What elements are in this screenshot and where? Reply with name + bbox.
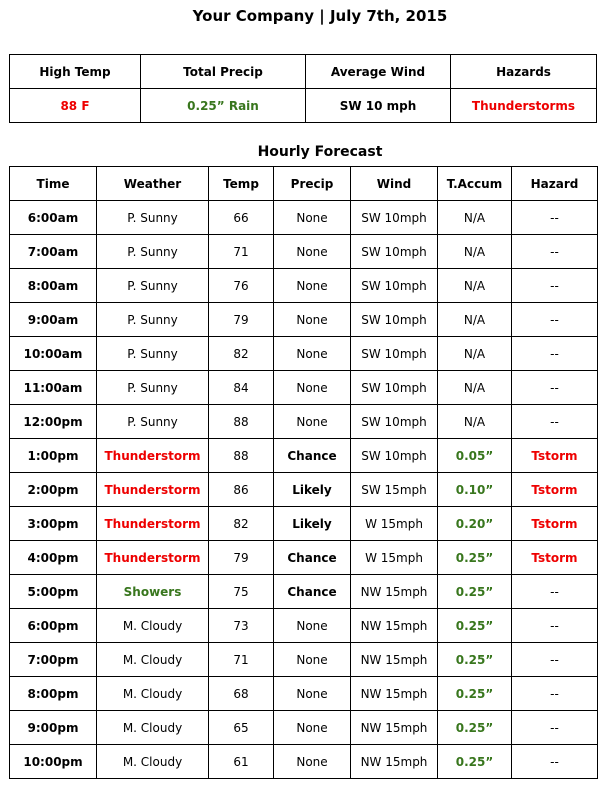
- cell-wind: SW 10mph: [351, 303, 438, 337]
- table-row: [10, 337, 598, 371]
- cell-temp: 82: [209, 337, 274, 371]
- cell-wind: SW 10mph: [351, 201, 438, 235]
- table-row: [10, 609, 598, 643]
- cell-time: 9:00am: [10, 303, 97, 337]
- cell-temp: 79: [209, 541, 274, 575]
- cell-weather: M. Cloudy: [97, 677, 209, 711]
- cell-hazard: --: [512, 609, 598, 643]
- cell-wind: SW 10mph: [351, 405, 438, 439]
- cell-precip: None: [274, 371, 351, 405]
- cell-time: 3:00pm: [10, 507, 97, 541]
- cell-time: 10:00am: [10, 337, 97, 371]
- cell-weather: Thunderstorm: [97, 439, 209, 473]
- cell-temp: 71: [209, 235, 274, 269]
- cell-wind: NW 15mph: [351, 575, 438, 609]
- cell-temp: 76: [209, 269, 274, 303]
- cell-temp: 88: [209, 405, 274, 439]
- cell-precip: Likely: [274, 473, 351, 507]
- cell-wind: NW 15mph: [351, 677, 438, 711]
- cell-wind: NW 15mph: [351, 711, 438, 745]
- cell-time: 8:00pm: [10, 677, 97, 711]
- cell-weather: M. Cloudy: [97, 643, 209, 677]
- cell-time: 7:00am: [10, 235, 97, 269]
- cell-precip: None: [274, 643, 351, 677]
- cell-weather: P. Sunny: [97, 405, 209, 439]
- cell-time: 7:00pm: [10, 643, 97, 677]
- table-row: [10, 541, 598, 575]
- cell-precip: Likely: [274, 507, 351, 541]
- summary-hazards: Thunderstorms: [451, 89, 597, 123]
- cell-weather: Thunderstorm: [97, 473, 209, 507]
- table-row: [10, 575, 598, 609]
- cell-weather: P. Sunny: [97, 201, 209, 235]
- cell-wind: SW 10mph: [351, 439, 438, 473]
- table-row: [10, 405, 598, 439]
- cell-wind: NW 15mph: [351, 609, 438, 643]
- cell-t-accum: 0.25”: [438, 711, 512, 745]
- cell-t-accum: 0.10”: [438, 473, 512, 507]
- cell-wind: SW 10mph: [351, 371, 438, 405]
- cell-t-accum: N/A: [438, 235, 512, 269]
- col-header-hazard: Hazard: [512, 167, 598, 201]
- col-header-time: Time: [10, 167, 97, 201]
- cell-precip: Chance: [274, 541, 351, 575]
- col-header-weather: Weather: [97, 167, 209, 201]
- cell-hazard: --: [512, 677, 598, 711]
- summary-table: [9, 54, 597, 123]
- hourly-forecast-table: [9, 166, 598, 779]
- cell-t-accum: 0.25”: [438, 575, 512, 609]
- table-row: [10, 507, 598, 541]
- cell-hazard: --: [512, 575, 598, 609]
- cell-precip: None: [274, 337, 351, 371]
- cell-temp: 75: [209, 575, 274, 609]
- cell-t-accum: N/A: [438, 303, 512, 337]
- table-row: [10, 745, 598, 779]
- cell-weather: Showers: [97, 575, 209, 609]
- cell-weather: P. Sunny: [97, 337, 209, 371]
- cell-precip: None: [274, 745, 351, 779]
- cell-wind: SW 10mph: [351, 337, 438, 371]
- cell-time: 10:00pm: [10, 745, 97, 779]
- cell-precip: Chance: [274, 439, 351, 473]
- cell-precip: None: [274, 269, 351, 303]
- cell-hazard: --: [512, 337, 598, 371]
- cell-t-accum: 0.25”: [438, 541, 512, 575]
- cell-t-accum: 0.25”: [438, 745, 512, 779]
- table-row: [10, 269, 598, 303]
- cell-hazard: --: [512, 201, 598, 235]
- table-row: [10, 439, 598, 473]
- cell-temp: 65: [209, 711, 274, 745]
- cell-t-accum: 0.25”: [438, 677, 512, 711]
- cell-time: 1:00pm: [10, 439, 97, 473]
- cell-weather: Thunderstorm: [97, 541, 209, 575]
- summary-header-average-wind: Average Wind: [306, 55, 451, 89]
- cell-t-accum: 0.20”: [438, 507, 512, 541]
- cell-weather: Thunderstorm: [97, 507, 209, 541]
- cell-t-accum: N/A: [438, 405, 512, 439]
- cell-temp: 68: [209, 677, 274, 711]
- table-row: [10, 643, 598, 677]
- cell-weather: M. Cloudy: [97, 745, 209, 779]
- cell-t-accum: 0.05”: [438, 439, 512, 473]
- cell-weather: P. Sunny: [97, 235, 209, 269]
- table-row: [10, 711, 598, 745]
- cell-precip: Chance: [274, 575, 351, 609]
- cell-precip: None: [274, 201, 351, 235]
- cell-wind: NW 15mph: [351, 643, 438, 677]
- page-title: Your Company | July 7th, 2015: [192, 7, 448, 25]
- table-row: [10, 303, 598, 337]
- hourly-forecast-title: Hourly Forecast: [257, 144, 383, 160]
- cell-t-accum: N/A: [438, 337, 512, 371]
- cell-t-accum: N/A: [438, 371, 512, 405]
- col-header-temp: Temp: [209, 167, 274, 201]
- cell-hazard: --: [512, 711, 598, 745]
- cell-temp: 82: [209, 507, 274, 541]
- cell-precip: None: [274, 711, 351, 745]
- cell-hazard: --: [512, 303, 598, 337]
- cell-precip: None: [274, 303, 351, 337]
- summary-total-precip: 0.25” Rain: [141, 89, 306, 123]
- cell-wind: W 15mph: [351, 541, 438, 575]
- cell-hazard: --: [512, 405, 598, 439]
- cell-wind: SW 10mph: [351, 269, 438, 303]
- cell-wind: SW 15mph: [351, 473, 438, 507]
- cell-weather: P. Sunny: [97, 303, 209, 337]
- table-row: [10, 473, 598, 507]
- col-header-precip: Precip: [274, 167, 351, 201]
- cell-hazard: Tstorm: [512, 507, 598, 541]
- cell-weather: M. Cloudy: [97, 609, 209, 643]
- cell-time: 2:00pm: [10, 473, 97, 507]
- cell-temp: 71: [209, 643, 274, 677]
- cell-time: 6:00am: [10, 201, 97, 235]
- cell-temp: 88: [209, 439, 274, 473]
- cell-temp: 79: [209, 303, 274, 337]
- cell-precip: None: [274, 677, 351, 711]
- cell-precip: None: [274, 405, 351, 439]
- cell-temp: 73: [209, 609, 274, 643]
- table-row: [10, 677, 598, 711]
- cell-hazard: --: [512, 269, 598, 303]
- summary-average-wind: SW 10 mph: [306, 89, 451, 123]
- cell-wind: NW 15mph: [351, 745, 438, 779]
- cell-hazard: --: [512, 643, 598, 677]
- summary-value-row: [10, 89, 597, 123]
- cell-temp: 86: [209, 473, 274, 507]
- cell-t-accum: N/A: [438, 269, 512, 303]
- cell-temp: 66: [209, 201, 274, 235]
- cell-precip: None: [274, 235, 351, 269]
- summary-high-temp: 88 F: [10, 89, 141, 123]
- cell-hazard: Tstorm: [512, 473, 598, 507]
- cell-time: 5:00pm: [10, 575, 97, 609]
- cell-weather: P. Sunny: [97, 371, 209, 405]
- cell-hazard: --: [512, 235, 598, 269]
- cell-hazard: Tstorm: [512, 439, 598, 473]
- cell-weather: P. Sunny: [97, 269, 209, 303]
- cell-temp: 84: [209, 371, 274, 405]
- summary-header-high-temp: High Temp: [10, 55, 141, 89]
- table-row: [10, 201, 598, 235]
- table-row: [10, 371, 598, 405]
- cell-t-accum: 0.25”: [438, 643, 512, 677]
- cell-time: 11:00am: [10, 371, 97, 405]
- hourly-header-row: [10, 167, 598, 201]
- cell-time: 9:00pm: [10, 711, 97, 745]
- cell-weather: M. Cloudy: [97, 711, 209, 745]
- cell-t-accum: 0.25”: [438, 609, 512, 643]
- table-row: [10, 235, 598, 269]
- cell-time: 4:00pm: [10, 541, 97, 575]
- cell-t-accum: N/A: [438, 201, 512, 235]
- cell-time: 12:00pm: [10, 405, 97, 439]
- cell-temp: 61: [209, 745, 274, 779]
- summary-header-total-precip: Total Precip: [141, 55, 306, 89]
- cell-wind: W 15mph: [351, 507, 438, 541]
- col-header-wind: Wind: [351, 167, 438, 201]
- cell-time: 8:00am: [10, 269, 97, 303]
- cell-time: 6:00pm: [10, 609, 97, 643]
- col-header-t-accum: T.Accum: [438, 167, 512, 201]
- cell-hazard: --: [512, 745, 598, 779]
- summary-header-hazards: Hazards: [451, 55, 597, 89]
- cell-hazard: Tstorm: [512, 541, 598, 575]
- cell-wind: SW 10mph: [351, 235, 438, 269]
- cell-hazard: --: [512, 371, 598, 405]
- cell-precip: None: [274, 609, 351, 643]
- summary-header-row: [10, 55, 597, 89]
